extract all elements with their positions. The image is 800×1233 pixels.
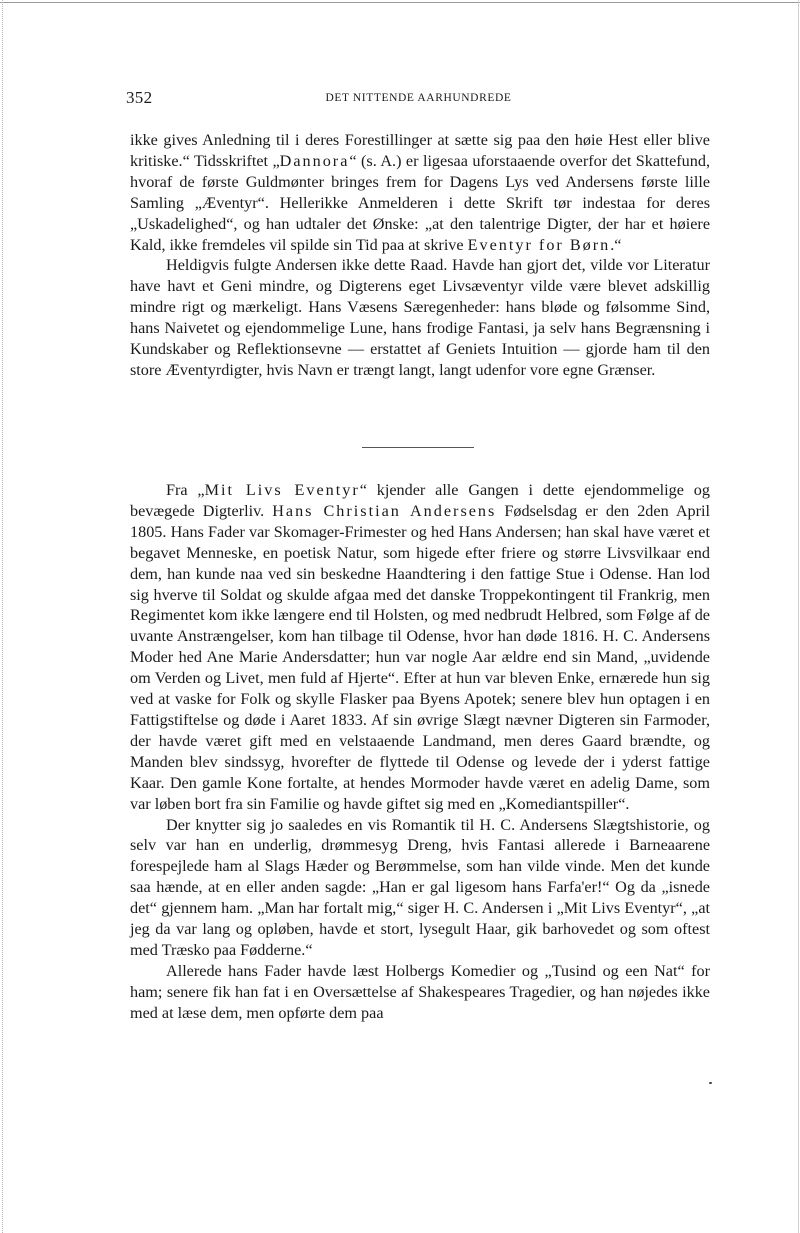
- left-scan-edge: [2, 0, 3, 1233]
- spaced-title-mit-livs-eventyr: Mit Livs Eventyr: [204, 481, 360, 499]
- spaced-name-hans-christian-andersen: Hans Christian Andersens: [272, 501, 497, 520]
- section-1-paragraph-2: Heldigvis fulgte Andersen ikke dette Raad. Havde han gjort det, vilde vor Literatur have havt et Geni mindre, og Digterens eget Livsæventyr vilde være blevet adskillig mindre rigt og mærkeligt. Hans Væsens Særegenheder: hans bløde og følsomme Sind, hans Naivetet og ejendommelige Lune, hans frodige Fantasi, ja selv hans Begrænsning i Kundskaber og Reflektionsevne — erstattet af Geniets Intuition — gjorde ham til den store Æventyrdigter, hvis Navn er trængt langt, langt udenfor vore egne Grænser.: [130, 256, 710, 379]
- running-title: DET NITTENDE AARHUNDREDE: [325, 92, 512, 104]
- section-2-paragraph-3: Allerede hans Fader havde læst Holbergs Komedier og „Tusind og een Nat“ for ham; senere fik han fat i en Oversættelse af Shakespeares Tragedier, og han nøjedes ikke med at læse dem, men opførte dem paa: [130, 961, 710, 1022]
- section-divider: [362, 447, 474, 448]
- section-1-text: [130, 130, 710, 381]
- text-run: “ (s. A.) er ligesaa uforstaaende overfor det Skattefund, hvoraf de første Guldmønter bringes frem for Dagens Lys ved Andersens første lille Samling „Æventyr“. Hellerikke Anmelderen i dette Skrift tør indestaa for deres „Uskadelighed“, og han udtaler det Ønske: „at den talentrige Digter, der har et høiere Kald, ikke fremdeles vil spilde sin Tid paa at skrive: [130, 151, 710, 254]
- text-run: Fødselsdag er den 2den April 1805. Hans Fader var Skomager-Frimester og hed Hans Andersen; han skal have været et begavet Menneske, en poetisk Natur, som higede efter friere og større Livsvilkaar end dem, han kunde naa ved sin beskedne Haandtering i den fattige Stue i Odense. Han lod sig hverve til Soldat og skulde afgaa med det danske Troppekontingent til Frankrig, men Regimentet kom ikke længere end til Holsten, og med nedbrudt Helbred, som Følge af de uvante Anstrængelser, kom han tilbage til Odense, hvor han døde 1816. H. C. Andersens Moder hed Ane Marie Andersdatter; hun var nogle Aar ældre end sin Mand, „uvidende om Verden og Livet, men fuld af Hjerte“. Efter at hun var bleven Enke, ernærede hun sig ved at vaske for Folk og skylle Flasker paa Byens Apotek; senere blev hun optagen i en Fattigstiftelse og døde i Aaret 1833. Af sin øvrige Slægt nævner Digteren sin Farmoder, der havde været gift med en velstaaende Landmand, men deres Gaard brændte, og Manden blev sindssyg, hvorefter de flyttede til Odense og levede der i yderst fattige Kaar. Den gamle Kone fortalte, at hendes Mormoder havde været en adelig Dame, som var løben bort fra sin Familie og havde giftet sig med en „Komediantspiller“.: [130, 501, 710, 813]
- spaced-title-eventyr-for-born: Eventyr for Børn: [467, 235, 611, 254]
- right-scan-edge: [798, 0, 799, 1233]
- text-run: .“: [610, 235, 622, 254]
- scan-speck: [709, 1082, 712, 1084]
- text-run: “ kjender alle Gangen i dette ejendommelige og bevægede Digterliv.: [130, 481, 710, 520]
- section-2-paragraph-1: [130, 480, 710, 815]
- top-scan-edge: [0, 2, 800, 3]
- text-run: ikke gives Anledning til i deres Forestillinger at sætte sig paa den høie Hest eller blive kritiske.“ Tidsskriftet „: [130, 131, 710, 170]
- section-2-paragraph-2: Der knytter sig jo saaledes en vis Romantik til H. C. Andersens Slægtshistorie, og selv var han en underlig, drømmesyg Dreng, hvis Fantasi allerede i Barneaarene forespejlede ham al Slags Hæder og Berømmelse, som han vilde vinde. Men det kunde saa hænde, at en eller anden sagde: „Han er gal ligesom hans Farfa'er!“ Og da „isnede det“ gjennem ham. „Man har fortalt mig,“ siger H. C. Andersen i „Mit Livs Eventyr“, „at jeg da var lang og opløben, havde et stort, lysegult Haar, gik barhovedet og som oftest med Træsko paa Fødderne.“: [130, 815, 710, 959]
- section-2-text: [130, 480, 710, 1024]
- text-run: Fra „: [166, 481, 205, 499]
- section-1-paragraph-1: [130, 130, 710, 255]
- page-number: 352: [126, 88, 153, 107]
- page-header: [126, 88, 711, 112]
- spaced-title-dannora: Dannora: [279, 151, 350, 170]
